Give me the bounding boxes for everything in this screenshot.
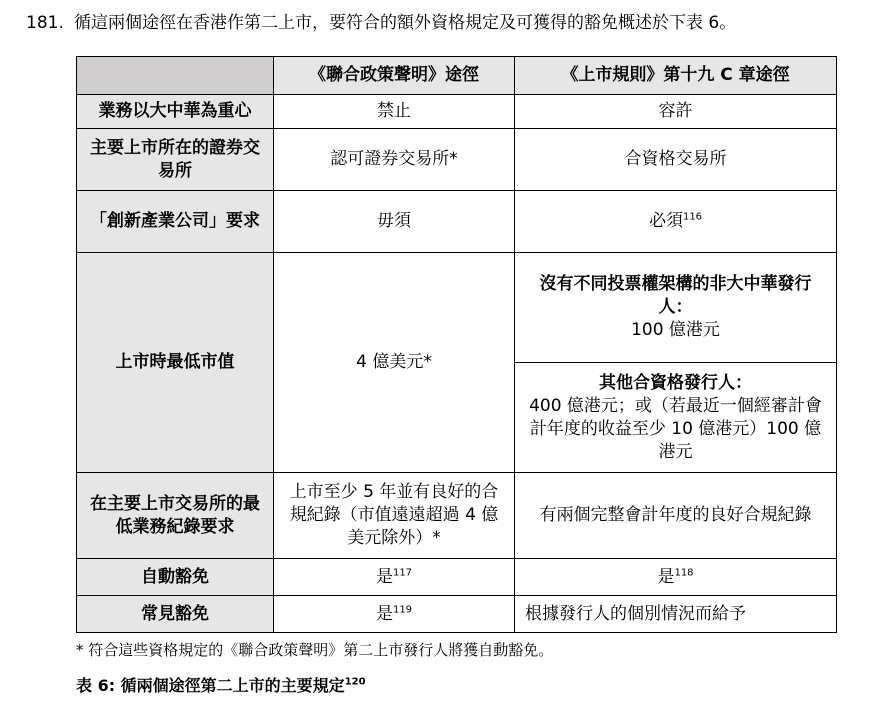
cell-19c-market-cap-non-gc: [515, 253, 837, 363]
footnote-ref-118: 118: [674, 566, 694, 578]
header-blank-cell: [77, 57, 274, 95]
footnote-ref-116: 116: [682, 211, 703, 223]
cell-19c-innovative-text: 必須: [648, 211, 683, 231]
row-label-exchange: 主要上市所在的證券交易所: [77, 129, 274, 191]
secondary-listing-requirements-table: [76, 56, 837, 633]
cell-19c-common-waiver: 根據發行人的個別情況而給予: [515, 596, 837, 633]
cell-jps-market-cap: 4 億美元*: [274, 253, 515, 473]
market-cap-other-value: 400 億港元；或（若最近一個經審計會計年度的收益至少 10 億港元）100 億港元: [529, 395, 822, 462]
row-label-innovative: 「創新產業公司」要求: [77, 191, 274, 253]
market-cap-other-heading: 其他合資格發行人：: [599, 372, 752, 393]
footnote-ref-119: 119: [392, 603, 413, 615]
row-label-track-record: 在主要上市交易所的最低業務紀錄要求: [77, 473, 274, 559]
market-cap-non-gc-value: 100 億港元: [631, 320, 720, 340]
header-jps-route: 《聯合政策聲明》途徑: [274, 57, 515, 95]
footnote-ref-120: 120: [344, 676, 366, 688]
table-row: [77, 191, 837, 253]
cell-19c-innovative: [515, 191, 837, 253]
cell-jps-auto-waiver: [274, 559, 515, 596]
table-caption-text: 表 6: 循兩個途徑第二上市的主要規定: [76, 676, 345, 695]
table-row: [77, 596, 837, 633]
table-row: [77, 473, 837, 559]
cell-jps-common-waiver: [274, 596, 515, 633]
row-label-auto-waiver: 自動豁免: [77, 559, 274, 596]
cell-jps-track-record: 上市至少 5 年並有良好的合規紀錄（市值遠遠超過 4 億美元除外）*: [274, 473, 515, 559]
cell-19c-auto-waiver-text: 是: [657, 566, 675, 587]
paragraph-181: [26, 10, 876, 36]
cell-jps-innovative: 毋須: [274, 191, 515, 253]
row-label-market-cap: 上市時最低市值: [77, 253, 274, 473]
table-row: [77, 129, 837, 191]
cell-19c-track-record: 有兩個完整會計年度的良好合規紀錄: [515, 473, 837, 559]
paragraph-text: 循這兩個途徑在香港作第二上市，要符合的額外資格規定及可獲得的豁免概述於下表 6。: [74, 13, 737, 33]
table-row: [77, 559, 837, 596]
cell-jps-common-waiver-text: 是: [375, 603, 393, 624]
cell-19c-auto-waiver: [515, 559, 837, 596]
cell-19c-market-cap-other: [515, 363, 837, 473]
table-footnote: * 符合這些資格規定的《聯合政策聲明》第二上市發行人將獲自動豁免。: [76, 641, 554, 659]
table-caption: [76, 675, 366, 697]
footnote-ref-117: 117: [392, 566, 413, 578]
cell-jps-greater-china: 禁止: [274, 95, 515, 129]
table-row: [77, 253, 837, 363]
header-chapter19c-route: 《上市規則》第十九 C 章途徑: [515, 57, 837, 95]
cell-jps-auto-waiver-text: 是: [375, 566, 393, 587]
cell-19c-exchange: 合資格交易所: [515, 129, 837, 191]
market-cap-non-gc-heading: 沒有不同投票權架構的非大中華發行人：: [539, 274, 812, 317]
row-label-common-waiver: 常見豁免: [77, 596, 274, 633]
cell-jps-exchange: 認可證券交易所*: [274, 129, 515, 191]
table-row: [77, 95, 837, 129]
row-label-greater-china: 業務以大中華為重心: [77, 95, 274, 129]
cell-19c-greater-china: 容許: [515, 95, 837, 129]
table-header-row: [77, 57, 837, 95]
paragraph-number: 181.: [26, 13, 64, 33]
